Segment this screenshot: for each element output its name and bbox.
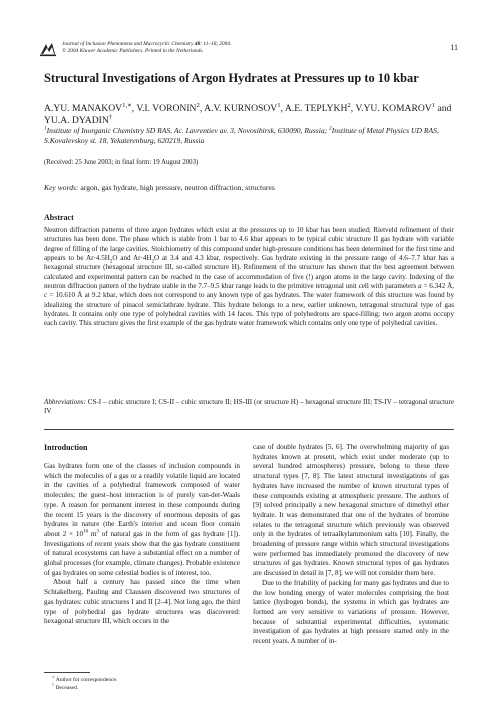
paragraph-text: of natural gas in the form of gas hydrate [1]). Investigations of recent years show that the gas hydrate constituent of natural ecosystems can have a substantial effect on a number of global processes (for example, climate changes). Probable existence of gas hydrates on some celestial bodies is of interest, too. (44, 529, 240, 577)
section-divider (44, 429, 454, 430)
author-mark: † (108, 113, 113, 121)
abstract-subscript: 2 (109, 259, 113, 265)
affil-mark: 2 (329, 125, 332, 132)
author-name: and YU.A. DYADIN (44, 103, 452, 126)
affil-text: Institute of Metal Physics UD RAS, S.Kovalevskoy st. 18, Yekaterenburg, 620219, Russia (44, 126, 439, 145)
intro-paragraph-3: case of double hydrates [5, 6]. The overwhelming majority of gas hydrates known at present, which exist under moderate (up to several hundred atmospheres) pressure, belong to these three structural types [7, 8]. The latest structural investigations of gas hydrates have increased the number of known structural types of these compounds existing at atmospheric pressure. The authors of [9] solved principally a new hexagonal structure of dimethyl ether hydrate. It was demonstrated that one of the hydrates of bromine relates to the tetragonal structure which previously was observed only in the hydrates of tetraalkylammonium salts [10]. Finally, the broadening of pressure range within which structural investigations were performed has immediately promoted the discovery of new structures of gas hydrates. Known structural types of gas hydrates are discussed in detail in [7, 8], we will not consider them here. (253, 443, 449, 578)
journal-pages: : 11–18, 2004. (200, 41, 232, 47)
paragraph-text: m (88, 529, 97, 538)
abstract-variable: c (44, 291, 48, 300)
footnote-text: Author for correspondence. (55, 677, 118, 683)
author-mark: 1 (431, 101, 436, 109)
exponent: 3 (96, 529, 99, 535)
exponent: 16 (83, 529, 89, 535)
abbreviations (44, 398, 454, 417)
footnote-mark: ∗ (52, 675, 55, 680)
intro-paragraph-1 (44, 462, 240, 578)
keywords (44, 183, 464, 193)
journal-line-2: © 2004 Kluwer Academic Publishers. Printed in the Netherlands. (62, 48, 204, 54)
affiliations (44, 126, 464, 146)
abbreviations-text: CS-I – cubic structure I; CS-II – cubic structure II; HS-III (or structure H) – hexagonal structure III; TS-IV – tetragonal structure IV (44, 398, 454, 416)
author-mark: 1 (277, 101, 281, 109)
author-mark: 2 (347, 101, 351, 109)
abstract-part: = 6.342 Å, (421, 282, 454, 291)
author-name: , A.E. TEPLYKH (280, 103, 348, 114)
right-column (253, 443, 449, 647)
author-mark: 2 (196, 101, 200, 109)
abstract-text (44, 226, 454, 329)
left-column (44, 462, 240, 627)
footnote (52, 676, 252, 684)
introduction-heading: Introduction (44, 443, 88, 452)
journal-info (62, 41, 231, 55)
intro-paragraph-4: Due to the friability of packing for many gas hydrates and due to the low bonding energy of water molecules comprising the host lattice (hydrogen bonds), the systems in which gas hydrates are formed are very sensitive to variations of pressure. However, because of substantial experimental difficulties, systematic investigation of gas hydrates at high pressure started only in the recent years. A number of in- (253, 578, 449, 646)
abstract-part: O at 3.4 and 4.3 kbar, respectively. Gas hydrate existing in the pressure range of 4.6–7.7 kbar has a hexagonal structure (hexagonal structure III, so-called structure H). Refinement of the structure has shown that the best agreement between calculated and experimental pattern can be reached in the case of accommodation of five (!) argon atoms in the large cavity. Indexing of the neutron diffraction pattern of the hydrate stable in the 7.7–9.5 kbar range leads to the primitive tetragonal unit cell with parameters (44, 254, 454, 291)
abstract-part: Neutron diffraction patterns of three argon hydrates which exist at the pressures up to 10 kbar has been studied; Rietveld refinement of their structures has been done. The phase which is stable from 1 bar to 4.6 kbar appears to be typical cubic structure II gas hydrate with variable degree of filling of the large cavities. Stoichiometry of this compound under high-pressure conditions has been determined for the first time and appears to be Ar·4.5H (44, 226, 454, 263)
author-list (44, 103, 464, 127)
abstract-part: = 10.610 Å at 9.2 kbar, which does not correspond to any known type of gas hydrates. The water framework of this structure was found by idealizing the structure of pinacol semiclathrate hydrate. This hydrate belongs to a new, earlier unknown, tetragonal structural type of gas hydrates. It contains only one type of polyhedral cavities with 14 faces. This type of polyhedrons are space-filling; two argon atoms occupy each cavity. This structure gives the first example of the gas hydrate water framework which contains only one type of polyhedral cavities. (44, 291, 454, 328)
author-name: , V.YU. KOMAROV (350, 103, 432, 114)
footnote-divider (44, 672, 90, 673)
author-mark: 1,∗ (122, 101, 132, 109)
keywords-label: Key words: (44, 183, 79, 192)
abstract-variable: a (418, 282, 422, 291)
footnotes (52, 676, 252, 692)
footnote-mark: † (52, 683, 54, 688)
received-dates: (Received: 25 June 2003; in final form: 19 August 2003) (44, 159, 199, 166)
footnote-text: Deceased. (55, 685, 79, 691)
abstract-heading: Abstract (44, 213, 74, 222)
journal-line-1: Journal of Inclusion Phenomena and Macrocyclic Chemistry (62, 41, 195, 47)
publisher-logo-icon (38, 40, 58, 60)
abstract-part: O and Ar·4H (112, 254, 152, 263)
paper-title: Structural Investigations of Argon Hydrates at Pressures up to 10 kbar (44, 71, 419, 85)
intro-paragraph-2: About half a century has passed since the time when Schtakelberg, Pauling and Claussen discovered two structures of gas hydrates: cubic structures I and II [2–4]. Not long ago, the third type of polyhedral gas hydrate structures was discovered: hexagonal structure III, which occurs in the (44, 578, 240, 626)
running-head (38, 40, 458, 62)
paragraph-text: Gas hydrates form one of the classes of inclusion compounds in which the molecules of a gas or a readily volatile liquid are located in the cavities of a polyhedral framework composed of water molecules; the guest–host interaction is of purely van-der-Waals type. A reason for permanent interest in these compounds during the recent 15 years is the discovery of enormous deposits of gas hydrates in nature (the Earth's interior and ocean floor contain about 2 × 10 (44, 462, 240, 538)
abbreviations-label: Abbreviations: (44, 398, 86, 406)
author-name: , A.V. KURNOSOV (199, 103, 278, 114)
footnote (52, 684, 252, 692)
author-name: , V.I. VORONIN (131, 103, 197, 114)
page-number: 11 (450, 43, 458, 52)
affil-mark: 1 (44, 125, 47, 132)
author-name: A.YU. MANAKOV (44, 103, 123, 114)
affil-text: Institute of Inorganic Chemistry SD RAS, Ac. Lavrentiev av. 3, Novosibirsk, 630090, Russia; (46, 126, 330, 135)
journal-volume: 48 (194, 41, 201, 47)
abstract-subscript: 2 (151, 259, 155, 265)
keywords-text: argon, gas hydrate, high pressure, neutron diffraction, structures (78, 183, 275, 192)
